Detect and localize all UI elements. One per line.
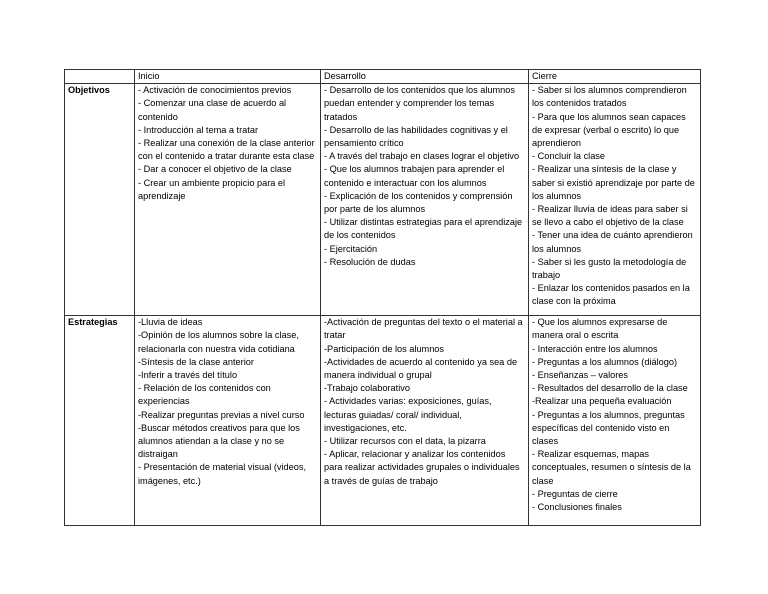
cell-line: - Saber si les gusto la metodología de trabajo [532, 256, 687, 281]
cell-line: -Opinión de los alumnos sobre la clase, relacionarla con nuestra vida cotidiana [138, 330, 299, 354]
cell-line: - Preguntas a los alumnos, preguntas específicas del contenido visto en clases [532, 409, 685, 447]
cell-line: -Inferir a través del título [138, 370, 238, 381]
cell-line: -Participación de los alumnos [324, 343, 445, 354]
header-cell-cierre: Cierre [529, 70, 701, 84]
cell-line: - Realizar lluvia de ideas para saber si se llevo a cabo el objetivo de la clase [532, 204, 688, 228]
cell-line: - Realizar esquemas, mapas conceptuales, resumen o síntesis de la clase [532, 449, 691, 486]
cell-line: - Enseñanzas – valores [532, 370, 629, 381]
cell-line: -Actividades de acuerdo al contenido ya sea de manera individual o grupal [324, 356, 518, 381]
cell-line: - Concluir la clase [532, 151, 606, 162]
cell-line: - Conclusiones finales [532, 502, 622, 513]
cell-line: -Síntesis de la clase anterior [138, 356, 254, 367]
cell-line: - Realizar una síntesis de la clase y saber si existió aprendizaje por parte de los alumnos [532, 164, 695, 201]
cell-line: - Que los alumnos expresarse de manera oral o escrita [532, 317, 668, 341]
cell-line: -Realizar una pequeña evaluación [532, 396, 672, 407]
cell-line: - Crear un ambiente propicio para el aprendizaje [138, 177, 286, 201]
cell-estrategias-cierre [529, 316, 701, 526]
cell-line: - Realizar una conexión de la clase anterior con el contenido a tratar durante esta clase [138, 138, 315, 162]
cell-line: - Preguntas a los alumnos (diálogo) [532, 356, 678, 367]
cell-line: - Activación de conocimientos previos [138, 85, 292, 96]
header-row [65, 70, 701, 84]
cell-line: - Interacción entre los alumnos [532, 343, 658, 354]
row-label-objetivos: Objetivos [65, 84, 135, 316]
cell-line: - Resultados del desarrollo de la clase [532, 383, 688, 394]
cell-estrategias-desarrollo [321, 316, 529, 526]
cell-line: -Buscar métodos creativos para que los alumnos atiendan a la clase y no se distraigan [138, 422, 300, 460]
row-objetivos [65, 84, 701, 316]
cell-estrategias-inicio [135, 316, 321, 526]
cell-line: - Que los alumnos trabajen para aprender el contenido e interactuar con los alumnos [324, 164, 505, 188]
cell-line: -Realizar preguntas previas a nivel curso [138, 409, 305, 420]
cell-line: - Utilizar recursos con el data, la pizarra [324, 436, 486, 447]
cell-line: - Desarrollo de las habilidades cognitivas y el pensamiento crítico [324, 124, 508, 149]
cell-line: - Para que los alumnos sean capaces de expresar (verbal o escrito) lo que aprendieron [532, 111, 686, 149]
row-estrategias [65, 316, 701, 526]
header-cell-desarrollo: Desarrollo [321, 70, 529, 84]
cell-line: - Dar a conocer el objetivo de la clase [138, 164, 292, 175]
cell-line: - Relación de los contenidos con experiencias [138, 383, 271, 407]
lesson-plan-table [64, 69, 701, 526]
cell-line: - Ejercitación [324, 243, 378, 254]
header-cell-empty [65, 70, 135, 84]
cell-line: - Tener una idea de cuánto aprendieron los alumnos [532, 230, 693, 254]
cell-line: -Lluvia de ideas [138, 317, 203, 328]
cell-objetivos-inicio [135, 84, 321, 316]
cell-line: - Preguntas de cierre [532, 488, 618, 499]
cell-line: -Activación de preguntas del texto o el material a tratar [324, 317, 523, 341]
row-label-estrategias: Estrategias [65, 316, 135, 526]
cell-line: - Explicación de los contenidos y comprensión por parte de los alumnos [324, 190, 513, 215]
cell-line: - Presentación de material visual (videos, imágenes, etc.) [138, 462, 307, 486]
cell-line: - Enlazar los contenidos pasados en la clase con la próxima [532, 283, 690, 307]
cell-line: - Introducción al tema a tratar [138, 124, 259, 135]
cell-line: - Comenzar una clase de acuerdo al contenido [138, 98, 287, 122]
cell-line: -Trabajo colaborativo [324, 383, 410, 394]
cell-line: - Actividades varias: exposiciones, guías, lecturas guiadas/ coral/ individual, investigaciones, etc. [324, 396, 492, 433]
cell-line: - Resolución de dudas [324, 256, 416, 267]
cell-line: - Saber si los alumnos comprendieron los contenidos tratados [532, 85, 687, 109]
header-cell-inicio: Inicio [135, 70, 321, 84]
cell-line: - Utilizar distintas estrategias para el aprendizaje de los contenidos [324, 217, 523, 241]
cell-line: - A través del trabajo en clases lograr el objetivo [324, 151, 520, 162]
cell-line: - Aplicar, relacionar y analizar los contenidos para realizar actividades grupales o individuales a través de guías de trabajo [324, 449, 520, 486]
cell-objetivos-desarrollo [321, 84, 529, 316]
cell-objetivos-cierre [529, 84, 701, 316]
cell-line: - Desarrollo de los contenidos que los alumnos puedan entender y comprender los temas tratados [324, 85, 515, 122]
